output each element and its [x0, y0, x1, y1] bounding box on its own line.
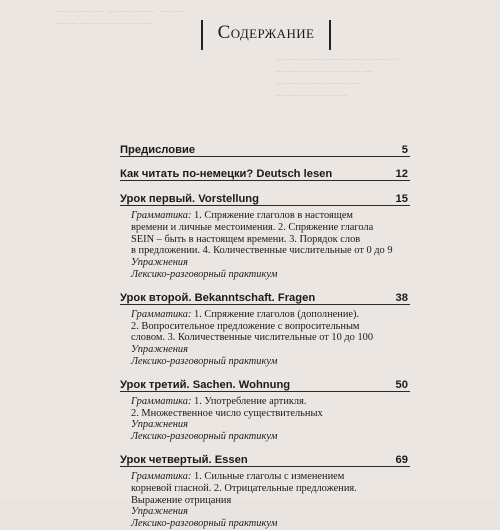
- toc-entry-heading: [120, 451, 410, 467]
- toc-detail-italic: Грамматика:: [131, 308, 192, 320]
- toc-detail-line: [131, 257, 402, 269]
- toc-detail-line: [131, 210, 402, 222]
- table-of-contents: [120, 141, 410, 530]
- header-rule-left: [201, 20, 203, 50]
- toc-detail-italic: Лексико-разговорный практикум: [131, 518, 278, 530]
- toc-detail-italic: Грамматика:: [131, 395, 192, 407]
- toc-detail-line: [131, 245, 402, 257]
- toc-detail-line: [131, 222, 402, 234]
- toc-entry: [120, 289, 410, 368]
- toc-detail-line: [131, 506, 402, 518]
- toc-entry-details: [120, 206, 410, 281]
- toc-detail-text: корневой гласной. 2. Отрицательные предложения.: [131, 482, 357, 494]
- toc-detail-line: [131, 309, 402, 321]
- toc-entry: [120, 451, 410, 530]
- toc-detail-line: [131, 471, 402, 483]
- toc-entry: [120, 376, 410, 443]
- toc-detail-text: в предложении. 4. Количественные числительные от 0 до 9: [131, 245, 393, 257]
- page-title: Содержание: [217, 22, 315, 43]
- toc-detail-line: [131, 332, 402, 344]
- toc-detail-line: [131, 419, 402, 431]
- toc-entry-page: 15: [395, 193, 408, 205]
- toc-detail-line: [131, 495, 402, 507]
- header-rule-right: [329, 20, 331, 50]
- toc-detail-italic: Лексико-разговорный практикум: [131, 431, 278, 443]
- toc-detail-line: [131, 234, 402, 246]
- toc-entry-details: [120, 467, 410, 530]
- toc-detail-text: 2. Множественное число существительных: [131, 407, 323, 419]
- toc-entry-page: 38: [395, 291, 408, 304]
- toc-detail-italic: Упражнения: [131, 344, 188, 356]
- toc-entry: [120, 190, 410, 281]
- toc-entry-label: Урок четвертый. Essen: [120, 453, 248, 466]
- toc-detail-line: [131, 483, 402, 495]
- toc-detail-line: [131, 408, 402, 420]
- page-header: [108, 18, 408, 54]
- toc-detail-italic: Упражнения: [131, 257, 188, 269]
- toc-entry-label: Как читать по-немецки? Deutsch lesen: [120, 168, 333, 180]
- toc-entry-heading: [120, 141, 410, 157]
- toc-detail-text: 1. Сильные глаголы с изменением: [191, 470, 345, 482]
- toc-detail-italic: Упражнения: [131, 506, 188, 518]
- toc-entry-page: 69: [395, 453, 408, 466]
- toc-entry-details: [120, 305, 410, 368]
- toc-detail-text: 1. Употребление артикля.: [191, 395, 307, 407]
- toc-detail-text: 1. Спряжение глаголов (дополнение).: [191, 308, 360, 320]
- toc-detail-italic: Лексико-разговорный практикум: [131, 355, 278, 367]
- toc-entry-page: 5: [401, 144, 408, 156]
- toc-detail-line: [131, 431, 402, 443]
- toc-entry: [120, 141, 410, 157]
- toc-detail-italic: Грамматика:: [131, 470, 192, 482]
- toc-detail-text: SEIN – быть в настоящем времени. 3. Порядок слов: [131, 233, 361, 245]
- toc-entry-heading: [120, 376, 410, 392]
- toc-detail-line: [131, 344, 402, 356]
- toc-detail-text: Выражение отрицания: [131, 494, 232, 506]
- toc-entry-details: [120, 392, 410, 443]
- toc-detail-line: [131, 356, 402, 368]
- toc-detail-line: [131, 269, 402, 281]
- toc-detail-italic: Грамматика:: [131, 210, 192, 221]
- toc-detail-text: времени и личные местоимения. 2. Спряжение глагола: [131, 221, 374, 233]
- toc-detail-text: словом. 3. Количественные числительные от 10 до 100: [131, 332, 374, 344]
- toc-detail-text: 1. Спряжение глаголов в настоящем: [191, 210, 354, 221]
- toc-entry-heading: [120, 289, 410, 305]
- toc-entry-label: Предисловие: [120, 144, 196, 156]
- toc-entry-label: Урок третий. Sachen. Wohnung: [120, 378, 291, 391]
- toc-detail-italic: Лексико-разговорный практикум: [131, 268, 278, 280]
- toc-detail-line: [131, 518, 402, 530]
- toc-entry-heading: [120, 165, 410, 181]
- toc-entry-label: Урок второй. Bekanntschaft. Fragen: [120, 291, 316, 304]
- bleed-through-text: — — — — — — — — — — — — — — — — — — — — — — — — — — — — — — — — — — — — — — — — — — — — — — — — —: [55, 6, 398, 101]
- toc-entry-label: Урок первый. Vorstellung: [120, 193, 259, 205]
- toc-entry-page: 12: [395, 168, 408, 180]
- toc-detail-line: [131, 396, 402, 408]
- toc-entry: [120, 165, 410, 181]
- toc-detail-text: 2. Вопросительное предложение с вопросительным: [131, 320, 360, 332]
- toc-entry-page: 50: [395, 378, 408, 391]
- toc-entry-heading: [120, 190, 410, 206]
- toc-detail-line: [131, 321, 402, 333]
- toc-detail-italic: Упражнения: [131, 419, 188, 431]
